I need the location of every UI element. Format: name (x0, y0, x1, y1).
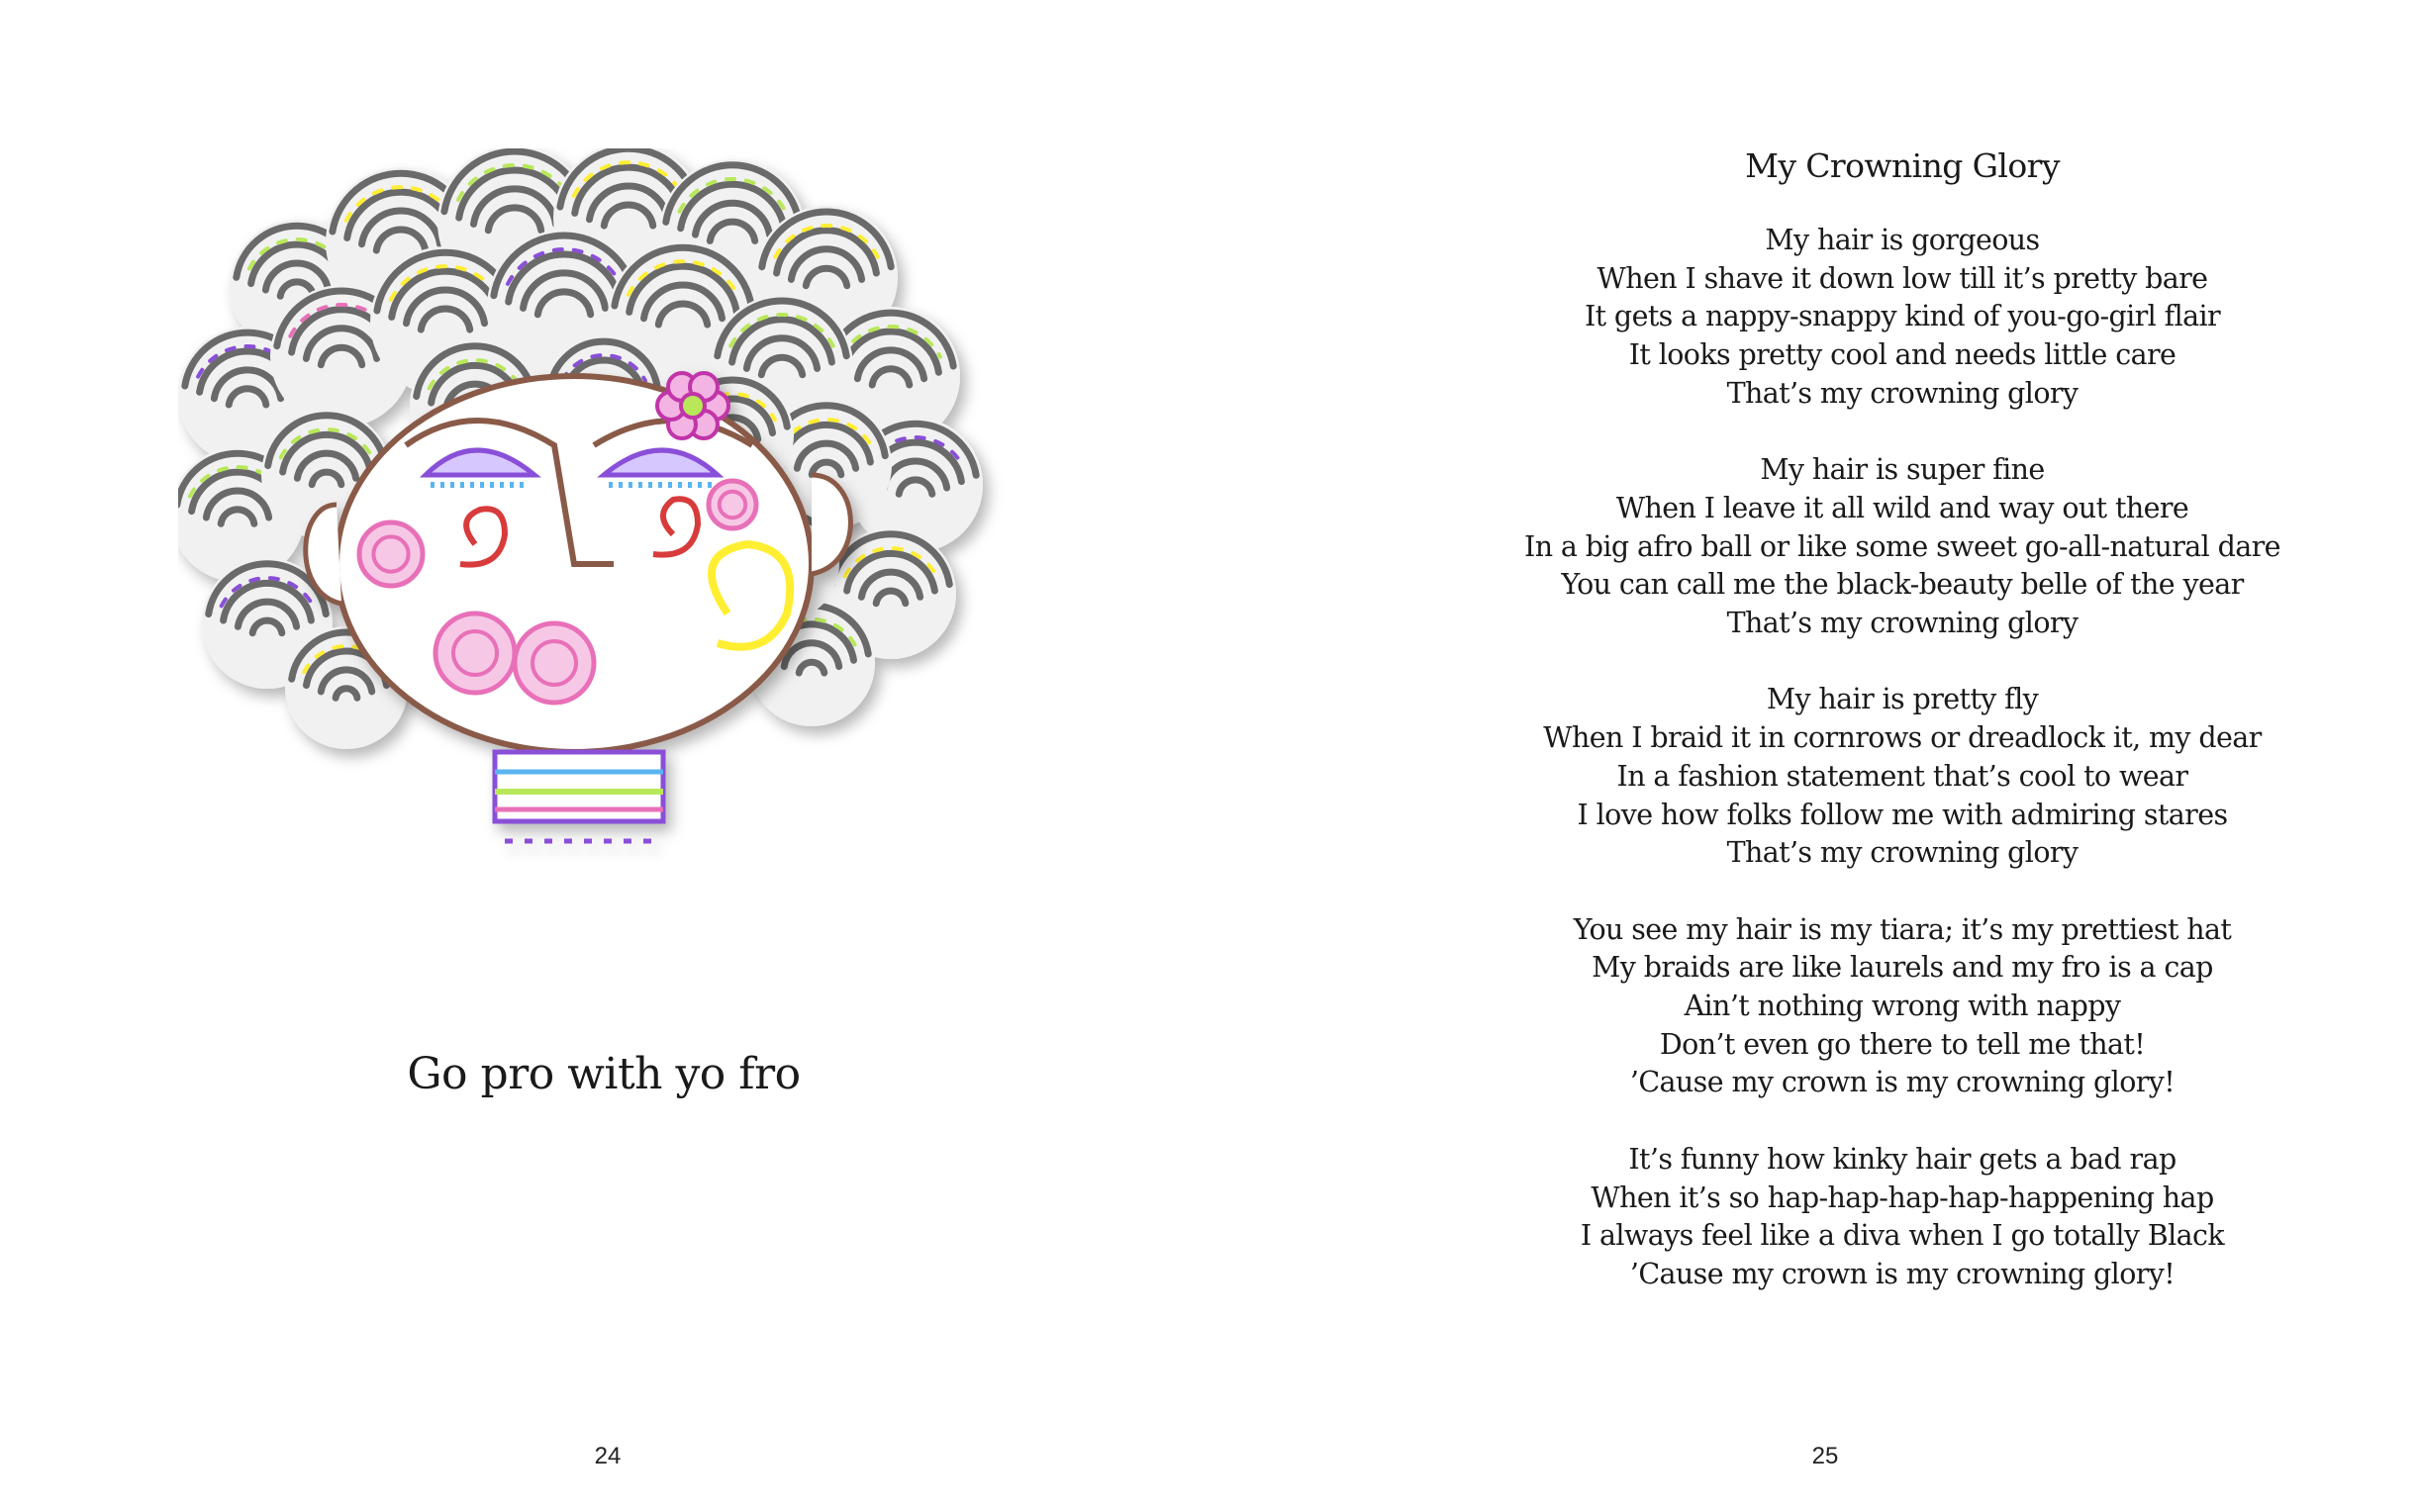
poem-line: That’s my crowning glory (1726, 376, 2079, 410)
poem (1388, 144, 2417, 1332)
poem-stanza (1388, 911, 2417, 1103)
poem-stanzas (1388, 222, 2417, 1294)
poem-line: My hair is gorgeous (1765, 224, 2040, 256)
poem-line: ’Cause my crown is my crowning glory! (1629, 1257, 2176, 1290)
poem-line: In a big afro ball or like some sweet go-all-natural dare (1524, 529, 2280, 563)
poem-stanza (1388, 681, 2417, 873)
poem-stanza (1388, 451, 2417, 643)
poem-line: Don’t even go there to tell me that! (1659, 1027, 2146, 1061)
illustration-caption: Go pro with yo fro (407, 1049, 801, 1099)
poem-line: You can call me the black-beauty belle of the year (1561, 568, 2244, 602)
poem-line: When I shave it down low till it’s pretty bare (1597, 261, 2208, 295)
poem-line: In a fashion statement that’s cool to wear (1616, 759, 2188, 793)
poem-line: Ain’t nothing wrong with nappy (1684, 990, 2121, 1023)
afro-hair-illustration (178, 148, 1069, 861)
poem-line: That’s my crowning glory (1726, 607, 2079, 640)
poem-line: It gets a nappy-snappy kind of you-go-girl flair (1584, 300, 2221, 333)
poem-line: When I braid it in cornrows or dreadlock it, my dear (1543, 721, 2262, 755)
page-number: 24 (594, 1443, 622, 1469)
poem-line: When I leave it all wild and way out there (1615, 491, 2189, 524)
poem-line: I love how folks follow me with admiring stares (1577, 798, 2228, 831)
poem-stanza (1388, 222, 2417, 414)
poem-line: ’Cause my crown is my crowning glory! (1629, 1066, 2176, 1099)
page-number: 25 (1811, 1443, 1839, 1469)
poem-line: It looks pretty cool and needs little care (1628, 338, 2177, 372)
poem-line: My hair is pretty fly (1766, 683, 2039, 716)
poem-line: That’s my crowning glory (1726, 836, 2079, 870)
poem-line: You see my hair is my tiara; it’s my prettiest hat (1573, 912, 2232, 946)
illustration-canvas (178, 148, 1069, 861)
poem-line: My hair is super fine (1760, 453, 2045, 487)
poem-title: My Crowning Glory (1745, 146, 2060, 185)
poem-stanza (1388, 1141, 2417, 1294)
right-page (1210, 0, 2419, 1512)
poem-line: It’s funny how kinky hair gets a bad rap (1628, 1142, 2177, 1176)
poem-line: My braids are like laurels and my fro is a cap (1592, 951, 2213, 985)
poem-line: I always feel like a diva when I go totally Black (1580, 1219, 2225, 1253)
poem-line: When it’s so hap-hap-hap-hap-happening hap (1591, 1181, 2214, 1214)
